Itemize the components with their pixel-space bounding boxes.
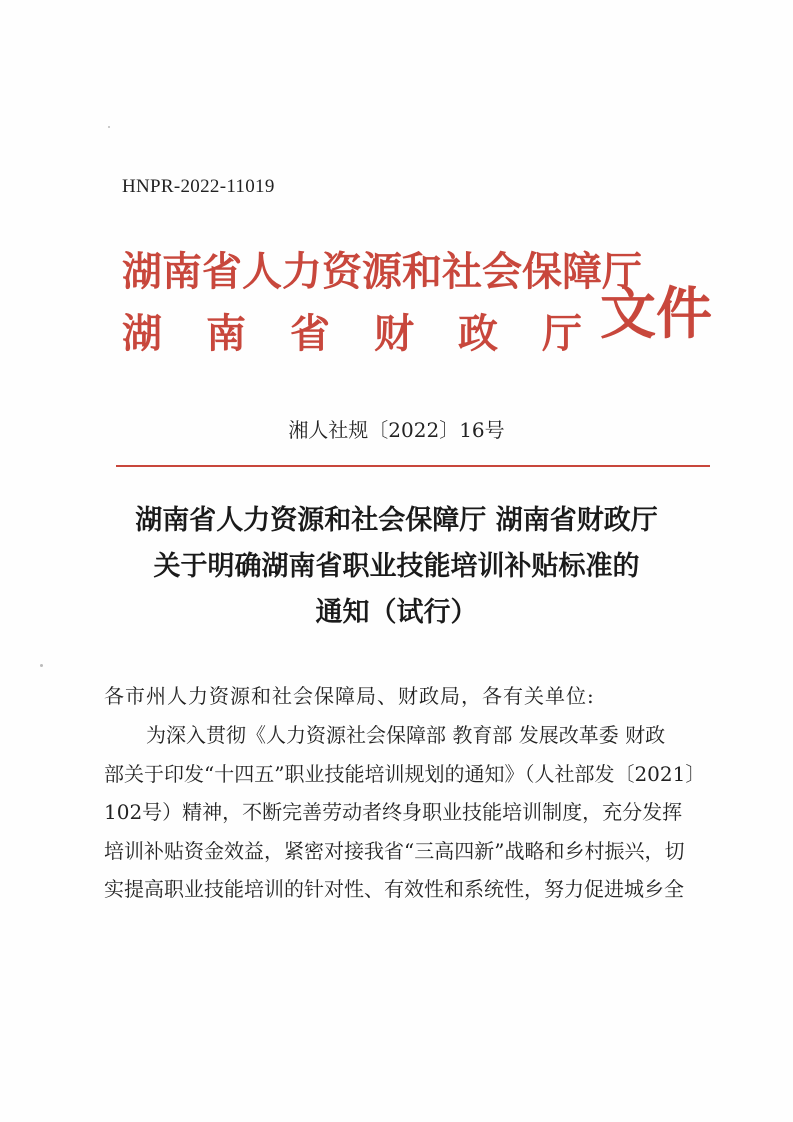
issuer-header — [122, 240, 722, 370]
body-line: 102号）精神，不断完善劳动者终身职业技能培训制度，充分发挥 — [104, 800, 683, 824]
scan-speck — [40, 664, 43, 667]
issuer-char: 政 — [458, 310, 498, 357]
issuer-char: 南 — [206, 310, 246, 357]
issuer-char: 湖 — [122, 310, 162, 357]
serial-number: 湘人社规〔2022〕16号 — [288, 418, 505, 442]
issuer-name-hrss: 湖南省人力资源和社会保障厅 — [122, 248, 642, 295]
title-line: 关于明确湖南省职业技能培训补贴标准的 — [153, 551, 640, 582]
red-divider — [116, 465, 710, 467]
scan-speck — [108, 126, 110, 128]
body-line: 为深入贯彻《人力资源社会保障部 教育部 发展改革委 财政 — [146, 723, 666, 747]
issuer-char: 省 — [290, 310, 330, 357]
salutation: 各市州人力资源和社会保障局、财政局，各有关单位: — [104, 684, 595, 708]
document-label: 文件 — [600, 281, 712, 347]
issuer-name-finance — [122, 302, 582, 359]
body-text — [104, 716, 706, 909]
title-line: 湖南省人力资源和社会保障厅 湖南省财政厅 — [135, 505, 658, 536]
document-code: HNPR-2022-11019 — [122, 176, 275, 197]
title-line: 通知（试行） — [315, 597, 478, 628]
issuer-char: 财 — [374, 310, 414, 357]
body-line: 部关于印发“十四五”职业技能培训规划的通知》（人社部发〔2021〕 — [104, 761, 706, 786]
body-line: 培训补贴资金效益，紧密对接我省“三高四新”战略和乡村振兴，切 — [104, 838, 685, 863]
document-title — [0, 498, 793, 636]
body-line: 实提高职业技能培训的针对性、有效性和系统性，努力促进城乡全 — [104, 877, 684, 901]
issuer-char: 厅 — [542, 310, 582, 357]
